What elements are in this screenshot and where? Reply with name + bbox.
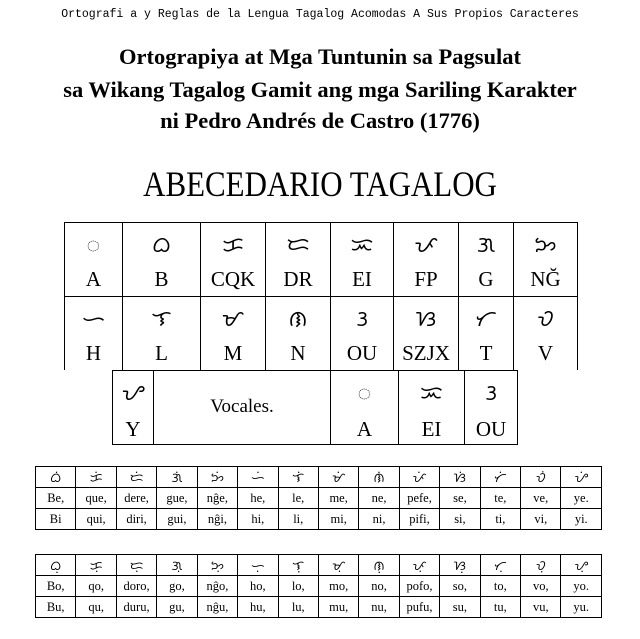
syllable-cell: lo, xyxy=(278,576,318,597)
syllable-glyph: ᜋᜒ xyxy=(318,467,358,488)
letter-cell xyxy=(513,222,578,296)
syllable-cell: diri, xyxy=(116,509,156,530)
syllable-glyph: ᜎᜓ xyxy=(278,555,318,576)
syllable-cell: qu, xyxy=(76,597,116,618)
baybayin-glyph: ᜀ xyxy=(357,380,372,405)
syllable-cell: go, xyxy=(157,576,197,597)
letter-cell xyxy=(265,222,330,296)
syllable-cell: ye. xyxy=(561,488,602,509)
letter-cell xyxy=(112,370,153,445)
syllable-cell: nĝu, xyxy=(197,597,237,618)
syllable-glyph: ᜑᜒ xyxy=(238,467,278,488)
syllable-glyph: ᜏᜓ xyxy=(521,555,561,576)
letter-label: OU xyxy=(475,417,507,441)
syllable-cell: ho, xyxy=(238,576,278,597)
syllable-cell: ni, xyxy=(359,509,399,530)
syllable-cell: su, xyxy=(440,597,480,618)
baybayin-glyph: ᜂ xyxy=(485,381,497,406)
letter-cell xyxy=(393,296,458,370)
syllable-cell: vo, xyxy=(521,576,561,597)
letter-label: SZJX xyxy=(402,341,450,365)
syllable-cell: Bu, xyxy=(36,597,76,618)
glyph-row xyxy=(36,555,602,576)
baybayin-glyph: ᜁ xyxy=(420,381,443,406)
syllable-glyph: ᜌᜒ xyxy=(561,467,602,488)
baybayin-glyph: ᜈ xyxy=(288,307,308,332)
syllable-cell: hu, xyxy=(238,597,278,618)
syllable-cell: duru, xyxy=(116,597,156,618)
syllable-cell: gu, xyxy=(157,597,197,618)
syllable-table-e-i xyxy=(35,466,602,530)
letter-label: H xyxy=(85,341,102,365)
syllable-glyph: ᜉᜒ xyxy=(399,467,439,488)
syllable-cell: nĝo, xyxy=(197,576,237,597)
letter-label: N xyxy=(290,341,306,365)
syllable-glyph: ᜊᜓ xyxy=(36,555,76,576)
syllable-glyph: ᜉᜓ xyxy=(399,555,439,576)
letter-cell xyxy=(64,222,122,296)
syllable-glyph: ᜅᜒ xyxy=(197,467,237,488)
syllable-cell: ne, xyxy=(359,488,399,509)
syllable-cell: Be, xyxy=(36,488,76,509)
baybayin-glyph: ᜀ xyxy=(86,232,101,257)
vocales-label: Vocales. xyxy=(210,396,274,417)
letter-label: B xyxy=(154,267,169,291)
syllable-cell: dere, xyxy=(116,488,156,509)
letter-label: NĞ xyxy=(530,267,561,291)
letter-cell xyxy=(513,296,578,370)
syllable-cell: hi, xyxy=(238,509,278,530)
syllable-glyph: ᜐᜓ xyxy=(440,555,480,576)
letter-label: A xyxy=(356,417,373,441)
letter-label: CQK xyxy=(210,267,256,291)
syllable-cell: ve, xyxy=(521,488,561,509)
baybayin-glyph: ᜉ xyxy=(414,233,438,258)
syllable-glyph: ᜄᜓ xyxy=(157,555,197,576)
syllable-glyph: ᜐᜒ xyxy=(440,467,480,488)
baybayin-glyph: ᜌ xyxy=(121,381,145,406)
syllable-cell: ti, xyxy=(480,509,520,530)
title-line-1: Ortograpiya at Mga Tuntunin sa Pagsulat xyxy=(119,44,521,69)
syllable-cell: pufu, xyxy=(399,597,439,618)
letter-cell xyxy=(64,296,122,370)
syllable-glyph: ᜆᜒ xyxy=(480,467,520,488)
letter-label: Y xyxy=(125,417,141,441)
syllable-cell: yi. xyxy=(561,509,602,530)
glyph-row xyxy=(36,467,602,488)
syllable-cell: mu, xyxy=(318,597,358,618)
syllable-cell: yo. xyxy=(561,576,602,597)
syllable-cell: pifi, xyxy=(399,509,439,530)
syllable-cell: vu, xyxy=(521,597,561,618)
syllable-cell: so, xyxy=(440,576,480,597)
abecedario-heading: ABECEDARIO TAGALOG xyxy=(143,164,497,204)
syllable-cell: nu, xyxy=(359,597,399,618)
baybayin-glyph: ᜎ xyxy=(151,307,172,332)
letter-cell xyxy=(458,222,513,296)
syllable-cell: si, xyxy=(440,509,480,530)
syllable-cell: Bi xyxy=(36,509,76,530)
letter-label: EI xyxy=(421,417,442,441)
vowel-cell xyxy=(398,370,464,445)
title-line-2: sa Wikang Tagalog Gamit ang mga Sariling Karakter xyxy=(63,77,577,102)
baybayin-glyph: ᜆ xyxy=(475,307,497,332)
syllable-cell: li, xyxy=(278,509,318,530)
syllable-cell: gue, xyxy=(157,488,197,509)
baybayin-glyph: ᜄ xyxy=(476,233,496,258)
syllable-cell: me, xyxy=(318,488,358,509)
baybayin-glyph: ᜇ xyxy=(286,233,310,258)
baybayin-glyph: ᜂ xyxy=(356,307,368,332)
syllable-cell: nĝe, xyxy=(197,488,237,509)
baybayin-glyph: ᜑ xyxy=(81,307,106,332)
syllable-cell: que, xyxy=(76,488,116,509)
syllable-cell: se, xyxy=(440,488,480,509)
letter-cell xyxy=(330,296,393,370)
baybayin-glyph: ᜃ xyxy=(222,233,244,258)
syllable-glyph: ᜇᜓ xyxy=(116,555,156,576)
syllable-cell: vi, xyxy=(521,509,561,530)
syllable-glyph: ᜌᜓ xyxy=(561,555,602,576)
syllable-cell: gui, xyxy=(157,509,197,530)
baybayin-glyph: ᜊ xyxy=(152,233,171,258)
letter-label: FP xyxy=(414,267,438,291)
syllable-glyph: ᜃᜒ xyxy=(76,467,116,488)
baybayin-glyph: ᜅ xyxy=(534,233,557,258)
syllable-glyph: ᜇᜒ xyxy=(116,467,156,488)
syllable-cell: he, xyxy=(238,488,278,509)
vocales-cell xyxy=(153,370,330,445)
syllable-cell: tu, xyxy=(480,597,520,618)
letter-label: OU xyxy=(346,341,378,365)
letter-cell xyxy=(122,222,200,296)
syllable-cell: mo, xyxy=(318,576,358,597)
letter-cell xyxy=(122,296,200,370)
letter-cell xyxy=(265,296,330,370)
syllable-cell: doro, xyxy=(116,576,156,597)
syllable-cell: le, xyxy=(278,488,318,509)
letter-label: M xyxy=(223,341,243,365)
letter-label: V xyxy=(537,341,554,365)
letter-cell xyxy=(200,296,265,370)
syllable-glyph: ᜄᜒ xyxy=(157,467,197,488)
letter-label: DR xyxy=(283,267,313,291)
letter-label: G xyxy=(478,267,494,291)
baybayin-glyph: ᜏ xyxy=(537,307,554,332)
syllable-row xyxy=(36,488,602,509)
syllable-cell: pofo, xyxy=(399,576,439,597)
syllable-glyph: ᜑᜓ xyxy=(238,555,278,576)
letter-label: L xyxy=(155,341,168,365)
syllable-cell: nĝi, xyxy=(197,509,237,530)
vowel-cell xyxy=(330,370,398,445)
syllable-glyph: ᜎᜒ xyxy=(278,467,318,488)
syllable-glyph: ᜏᜒ xyxy=(521,467,561,488)
title-line-3: ni Pedro Andrés de Castro (1776) xyxy=(160,108,480,133)
syllable-glyph: ᜅᜓ xyxy=(197,555,237,576)
syllable-cell: mi, xyxy=(318,509,358,530)
syllable-glyph: ᜃᜓ xyxy=(76,555,116,576)
letter-cell xyxy=(458,296,513,370)
syllable-cell: te, xyxy=(480,488,520,509)
syllable-cell: Bo, xyxy=(36,576,76,597)
syllable-cell: to, xyxy=(480,576,520,597)
syllable-cell: qo, xyxy=(76,576,116,597)
syllable-table-o-u xyxy=(35,554,602,618)
syllable-row xyxy=(36,597,602,618)
syllable-glyph: ᜋᜓ xyxy=(318,555,358,576)
letter-label: A xyxy=(85,267,102,291)
letter-cell xyxy=(330,222,393,296)
letter-cell xyxy=(393,222,458,296)
syllable-row xyxy=(36,509,602,530)
letter-cell xyxy=(200,222,265,296)
syllable-row xyxy=(36,576,602,597)
syllable-cell: qui, xyxy=(76,509,116,530)
syllable-cell: pefe, xyxy=(399,488,439,509)
syllable-cell: no, xyxy=(359,576,399,597)
syllable-cell: yu. xyxy=(561,597,602,618)
letter-label: EI xyxy=(352,267,372,291)
syllable-glyph: ᜆᜓ xyxy=(480,555,520,576)
syllable-glyph: ᜊᜒ xyxy=(36,467,76,488)
spanish-title: Ortografi a y Reglas de la Lengua Tagalog Acomodas A Sus Propios Caracteres xyxy=(61,8,579,21)
syllable-glyph: ᜈᜓ xyxy=(359,555,399,576)
baybayin-glyph: ᜋ xyxy=(221,307,245,332)
baybayin-glyph: ᜐ xyxy=(415,307,437,332)
syllable-glyph: ᜈᜒ xyxy=(359,467,399,488)
vowel-cell xyxy=(464,370,518,445)
letter-label: T xyxy=(479,341,493,365)
baybayin-glyph: ᜁ xyxy=(350,233,374,258)
syllable-cell: lu, xyxy=(278,597,318,618)
